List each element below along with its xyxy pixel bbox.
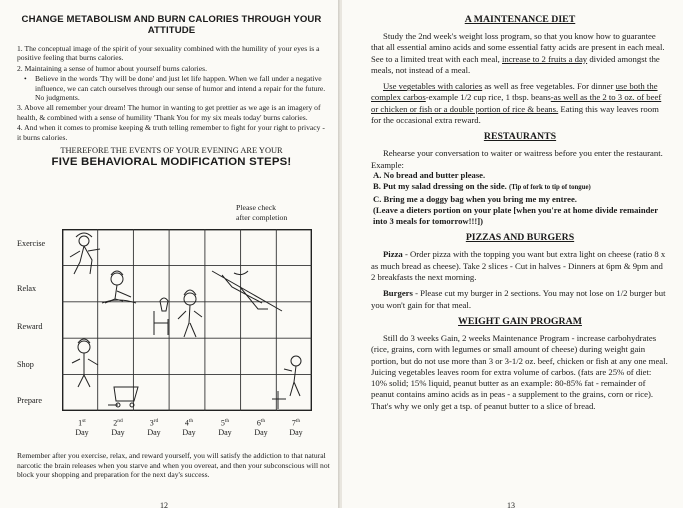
check-note-line-2: after completion: [236, 212, 288, 222]
shop-figure-icon: [72, 339, 138, 407]
left-page: [0, 0, 340, 508]
restaurant-orders: [371, 160, 669, 227]
relax-figure-icon: [102, 271, 136, 303]
example-label: Example:: [371, 159, 404, 170]
check-note-line-1: Please check: [236, 203, 277, 212]
row-label-relax: Relax: [17, 284, 37, 293]
order-c: C. Bring me a doggy bag when you bring me my entree.: [373, 194, 577, 205]
remember-paragraph: Remember after you exercise, relax, and reward yourself, you will satisfy the addiction to that natural narcotic the brain releases when you starve and when you overeat, and then your subconscious will not block your shopping and preparation for the next day's success.: [17, 451, 330, 480]
restaurants-heading: RESTAURANTS: [483, 131, 557, 143]
exercise-figure-icon: [70, 233, 100, 274]
row-label-reward: Reward: [17, 322, 43, 331]
pizzas-burgers-heading: PIZZAS AND BURGERS: [465, 232, 575, 244]
day-label-5: 5th Day: [218, 418, 232, 437]
day-label-4: 4th Day: [182, 418, 196, 437]
row-label-exercise: Exercise: [17, 239, 46, 248]
reward-figure-icon: [154, 290, 202, 337]
row-label-prepare: Prepare: [17, 396, 43, 405]
weight-gain-paragraph: Still do 3 weeks Gain, 2 weeks Maintenance Program - increase carbohydrates (rice, grains, corn with legumes or small amount of cheese) during weight gain portion, but do not use more than 3 or 3-1/2 oz. beef, chicken or fish at any one meal. Juicing vegetables leaves room for extra volume of carbos. (fats are 25% of diet: 10% solid; 15% liquid, peanut butter as an example: 80-85% fat - remainder of peanut contains amino acids as in peas - a supplement to the grains, corn or rice). That's why we only get a tsp. of peanut butter to a slice of bread.: [371, 332, 668, 411]
list-item: 3. Above all remember your dream! The humor in wanting to get prettier as we age is an imagery of health, & combined with a sense of humility 'Thank You for my six meals today' burns calories.: [17, 103, 321, 122]
left-page-title: CHANGE METABOLISM AND BURN CALORIES THROUGH YOUR ATTITUDE: [21, 14, 322, 36]
maintenance-paragraph-1: Study the 2nd week's weight loss program, so that you know how to guarantee that all essential amino acids and some essential fatty acids are present in each meal. See to a limited treat with each meal, increase to 2 fruits a day divided amongst the meals, not instead of a meal.: [371, 31, 665, 75]
day-label-2: 2nd Day: [111, 418, 125, 437]
list-item: • Believe in the words 'Thy will be done' and just let life happen. When we fall under a negative influence, we can catch ourselves through our sense of humor and intend a repair for the future. No judgments.: [17, 74, 326, 102]
day-label-1: 1st Day: [75, 418, 89, 437]
therefore-line: THEREFORE THE EVENTS OF YOUR EVENING ARE YOUR: [60, 146, 283, 156]
day-label-6: 6th Day: [254, 418, 268, 437]
page-number-left: 12: [160, 501, 168, 508]
restaurants-paragraph: Rehearse your conversation to waiter or waitress before you enter the restaurant.: [383, 148, 663, 159]
attitude-list: [17, 44, 326, 142]
list-item: 1. The conceptual image of the spirit of your sexuality combined with the humility of your eyes is a positive feeling that burns calories.: [17, 44, 320, 63]
weight-gain-heading: WEIGHT GAIN PROGRAM: [458, 315, 582, 327]
check-note: [236, 203, 287, 222]
lying-figure-icon: [212, 271, 282, 311]
pizza-paragraph: Pizza - Order pizza with the topping you want but extra light on cheese (ratio 8 x as much bread as cheese). Take 2 slices - Cut in halves - Dinners at 6pm & 9pm and 2 breakfasts the next morning.: [371, 249, 666, 283]
list-item: 4. And when it comes to promise keeping & truth telling remember to fight for your right to privacy - it burns calories.: [17, 123, 325, 142]
page-number-right: 13: [507, 501, 515, 508]
order-a: A. No bread and butter please.: [373, 170, 486, 181]
day-label-7: 7th Day: [289, 418, 303, 437]
right-page: [342, 0, 683, 508]
list-item: 2. Maintaining a sense of humor about yourself burns calories.: [17, 63, 208, 73]
maintenance-heading: A MAINTENANCE DIET: [464, 14, 576, 25]
day-label-3: 3rd Day: [147, 418, 161, 437]
checklist-chart: [17, 223, 327, 439]
five-steps-heading: FIVE BEHAVIORAL MODIFICATION STEPS!: [51, 156, 292, 169]
burgers-paragraph: Burgers - Please cut my burger in 2 sections. You may not lose on 1/2 burger but you won't gain for that meal.: [371, 288, 666, 310]
checklist-grid: [62, 229, 312, 411]
maintenance-paragraph-2: Use vegetables with calories as well as free vegetables. For dinner use both the complex carbos-example 1/2 cup rice, 1 tbsp. beans-as well as the 2 to 3 oz. of beef or chicken or fish or a double portion of rice & beans. Eating this way leaves room for the occasional extra reward.: [371, 81, 662, 126]
row-label-shop: Shop: [17, 360, 34, 369]
order-b: B. Put my salad dressing on the side. (Tip of fork to tip of tongue): [373, 181, 591, 192]
order-d: (Leave a dieters portion on your plate [when you're at home divide remainder into 3 meals for tomorrow!!!]): [373, 204, 658, 226]
